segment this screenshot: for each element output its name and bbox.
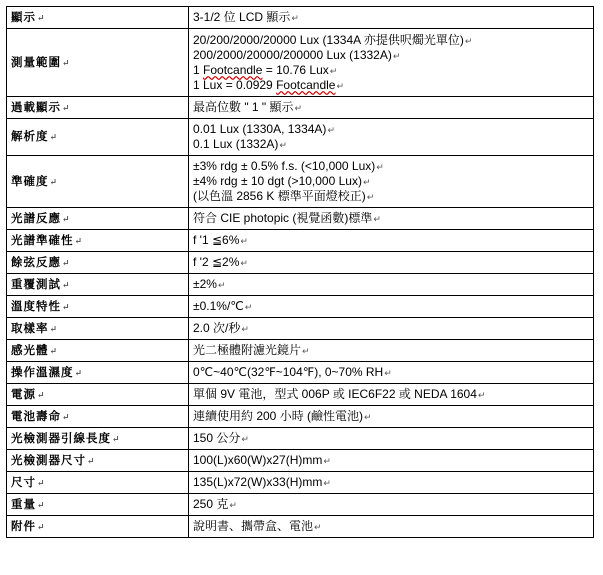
spec-row (7, 494, 594, 516)
spec-label-cell (7, 156, 189, 208)
spec-label-cell (7, 472, 189, 494)
spec-value-cell (189, 428, 594, 450)
spec-value-text: 0.1 Lux (1332A) (193, 137, 279, 151)
spec-value-line (193, 409, 589, 424)
spec-row (7, 230, 594, 252)
spec-row (7, 318, 594, 340)
paragraph-mark: ↵ (373, 214, 381, 224)
spec-label-cell (7, 362, 189, 384)
spec-label-cell (7, 97, 189, 119)
spec-value-line (193, 497, 589, 512)
spec-label: 解析度 (11, 129, 49, 143)
paragraph-mark: ↵ (49, 177, 59, 188)
spec-value-text: 100(L)x60(W)x27(H)mm (193, 453, 323, 467)
spec-value-line (193, 10, 589, 25)
spec-value-text: 2.0 次/秒 (193, 321, 241, 335)
spec-value-text: 符合 CIE photopic (視覺函數)標準 (193, 211, 373, 225)
paragraph-mark: ↵ (62, 58, 71, 69)
spec-label-cell (7, 318, 189, 340)
spec-row (7, 119, 594, 156)
spec-value-line (193, 122, 589, 137)
paragraph-mark: ↵ (376, 162, 384, 172)
spec-label: 取樣率 (11, 320, 49, 335)
spec-value-cell (189, 208, 594, 230)
paragraph-mark: ↵ (477, 390, 486, 400)
spec-value-cell (189, 494, 594, 516)
spec-value-cell (189, 296, 594, 318)
paragraph-mark: ↵ (49, 133, 59, 143)
spec-label-cell (7, 208, 189, 230)
spec-value-text: ±0.1%/℃ (193, 299, 244, 313)
spec-value-text: 連續使用約 200 小時 (鹼性電池) (193, 409, 364, 423)
spec-label-cell (7, 494, 189, 516)
paragraph-mark: ↵ (336, 80, 344, 91)
spec-value-text: 3-1/2 位 LCD 顯示 (193, 10, 291, 24)
spec-value-line (193, 33, 589, 48)
spec-label: 餘弦反應 (11, 254, 61, 269)
paragraph-mark: ↵ (49, 324, 59, 335)
paragraph-mark: ↵ (241, 324, 249, 334)
spec-value-cell (189, 450, 594, 472)
spec-value-text: ±4% rdg ± 10 dgt (>10,000 Lux) (193, 174, 362, 188)
spec-table (6, 6, 594, 538)
spec-value-text: 光二極體附濾光鏡片 (193, 343, 302, 357)
spec-value-text: 最高位數 " 1 " 顯示 (193, 100, 294, 114)
spec-value-text: 單個 9V 電池，型式 006P 或 IEC6F22 或 NEDA 1604 (193, 387, 477, 401)
spec-label: 過載顯示 (11, 99, 61, 114)
paragraph-mark: ↵ (240, 258, 248, 268)
spec-label-cell (7, 119, 189, 156)
spec-value-text: (以色溫 2856 K 標準平面燈校正) (193, 189, 366, 203)
spec-value-line (193, 321, 589, 336)
paragraph-mark: ↵ (464, 35, 473, 46)
spec-label: 重覆測試 (11, 276, 61, 291)
spec-value-cell (189, 274, 594, 296)
spec-label: 感光體 (11, 342, 49, 357)
paragraph-mark: ↵ (384, 368, 392, 378)
spec-value-cell (189, 7, 594, 29)
paragraph-mark: ↵ (329, 65, 338, 76)
spec-label: 顯示 (11, 9, 36, 24)
spec-row (7, 29, 594, 97)
paragraph-mark: ↵ (366, 192, 375, 202)
spec-row (7, 428, 594, 450)
spec-value-cell (189, 406, 594, 428)
spec-label: 電源 (11, 386, 36, 401)
spec-row (7, 274, 594, 296)
spec-label: 光檢測器尺寸 (11, 452, 86, 467)
paragraph-mark: ↵ (62, 302, 71, 313)
spec-value-cell (189, 340, 594, 362)
spec-value-text: 1 Lux = 0.0929 Footcandle (193, 77, 336, 92)
spec-row (7, 296, 594, 318)
paragraph-mark: ↵ (62, 103, 71, 114)
spec-row (7, 362, 594, 384)
spec-value-line (193, 453, 589, 468)
paragraph-mark: ↵ (392, 50, 401, 61)
paragraph-mark: ↵ (37, 522, 46, 533)
spec-label-cell (7, 340, 189, 362)
paragraph-mark: ↵ (62, 280, 71, 291)
spec-row (7, 340, 594, 362)
spec-value-line (193, 343, 589, 358)
paragraph-mark: ↵ (323, 478, 331, 488)
paragraph-mark: ↵ (294, 103, 303, 113)
spec-value-cell (189, 230, 594, 252)
spec-value-line (193, 137, 589, 152)
paragraph-mark: ↵ (37, 478, 46, 489)
spec-row (7, 7, 594, 29)
spec-label: 光檢測器引線長度 (11, 430, 111, 445)
paragraph-mark: ↵ (74, 368, 84, 379)
paragraph-mark: ↵ (62, 214, 71, 225)
spec-value-line (193, 431, 589, 446)
spec-value-text: f '2 ≦2% (193, 255, 240, 269)
spec-value-line (193, 365, 589, 380)
paragraph-mark: ↵ (291, 13, 299, 23)
spec-value-cell (189, 97, 594, 119)
spec-row (7, 516, 594, 538)
spec-label: 尺寸 (11, 474, 36, 489)
spec-row (7, 252, 594, 274)
spec-value-cell (189, 384, 594, 406)
spec-value-line (193, 100, 589, 115)
spec-row (7, 406, 594, 428)
spec-value-line (193, 63, 589, 78)
spec-value-text: 150 公分 (193, 431, 241, 445)
spec-value-line (193, 211, 589, 226)
paragraph-mark: ↵ (229, 500, 237, 510)
spec-value-cell (189, 516, 594, 538)
paragraph-mark: ↵ (217, 280, 226, 290)
paragraph-mark: ↵ (112, 434, 121, 445)
paragraph-mark: ↵ (37, 500, 46, 511)
spec-value-text: 20/200/2000/20000 Lux (1334A 亦提供呎燭光單位) (193, 32, 464, 47)
spec-value-text: 1 Footcandle = 10.76 Lux (193, 62, 329, 77)
spec-label: 電池壽命 (11, 408, 61, 423)
spec-label: 附件 (11, 518, 36, 533)
paragraph-mark: ↵ (37, 390, 46, 401)
spec-label-cell (7, 29, 189, 97)
spec-value-text: 0℃~40℃(32℉~104℉), 0~70% RH (193, 365, 384, 379)
spec-value-line (193, 299, 589, 314)
spec-label-cell (7, 450, 189, 472)
spec-value-cell (189, 156, 594, 208)
paragraph-mark: ↵ (314, 522, 322, 532)
spec-value-text: ±2% (193, 277, 217, 291)
spec-row (7, 472, 594, 494)
paragraph-mark: ↵ (362, 177, 371, 187)
paragraph-mark: ↵ (62, 258, 71, 269)
spec-row (7, 156, 594, 208)
spec-label: 操作溫濕度 (11, 364, 74, 379)
paragraph-mark: ↵ (241, 434, 249, 444)
paragraph-mark: ↵ (327, 125, 335, 135)
spec-label-cell (7, 406, 189, 428)
spec-value-cell (189, 472, 594, 494)
spec-value-line (193, 174, 589, 189)
spec-value-cell (189, 29, 594, 97)
spec-value-cell (189, 362, 594, 384)
paragraph-mark: ↵ (279, 140, 287, 150)
spec-value-line (193, 475, 589, 490)
spec-value-line (193, 78, 589, 93)
spec-value-text: ±3% rdg ± 0.5% f.s. (<10,000 Lux) (193, 159, 376, 173)
spec-value-cell (189, 318, 594, 340)
spec-value-line (193, 233, 589, 248)
spec-row (7, 208, 594, 230)
paragraph-mark: ↵ (244, 302, 253, 312)
spec-label-cell (7, 384, 189, 406)
spec-label-cell (7, 296, 189, 318)
paragraph-mark: ↵ (302, 346, 310, 356)
spec-value-line (193, 48, 589, 63)
spec-label: 測量範圍 (11, 54, 61, 69)
paragraph-mark: ↵ (74, 236, 84, 247)
spec-label: 準確度 (11, 173, 49, 188)
paragraph-mark: ↵ (37, 13, 46, 24)
spec-row (7, 384, 594, 406)
spec-value-line (193, 255, 589, 270)
paragraph-mark: ↵ (62, 412, 71, 423)
spec-label: 光譜準確性 (11, 232, 74, 247)
spec-row (7, 97, 594, 119)
spec-label-cell (7, 428, 189, 450)
spec-label-cell (7, 230, 189, 252)
paragraph-mark: ↵ (364, 412, 372, 422)
spec-value-cell (189, 252, 594, 274)
spec-row (7, 450, 594, 472)
spec-value-text: f '1 ≦6% (193, 233, 240, 247)
spec-label: 光譜反應 (11, 210, 61, 225)
spec-label-cell (7, 252, 189, 274)
spec-table-body (7, 7, 594, 538)
spec-value-text: 135(L)x72(W)x33(H)mm (193, 475, 323, 489)
spec-value-line (193, 277, 589, 292)
spec-label: 重量 (11, 496, 36, 511)
spec-value-text: 說明書、攜帶盒、電池 (193, 519, 314, 533)
paragraph-mark: ↵ (240, 236, 248, 246)
spec-label-cell (7, 274, 189, 296)
spec-label: 溫度特性 (11, 298, 61, 313)
paragraph-mark: ↵ (87, 456, 96, 467)
spec-label-cell (7, 7, 189, 29)
spec-value-line (193, 189, 589, 204)
spec-value-line (193, 387, 589, 402)
spec-value-cell (189, 119, 594, 156)
spec-value-line (193, 159, 589, 174)
spec-value-text: 250 克 (193, 497, 229, 511)
spec-value-text: 200/2000/20000/200000 Lux (1332A) (193, 47, 392, 62)
paragraph-mark: ↵ (49, 346, 59, 357)
spec-label-cell (7, 516, 189, 538)
spec-value-text: 0.01 Lux (1330A, 1334A) (193, 122, 327, 136)
paragraph-mark: ↵ (323, 456, 331, 466)
spec-value-line (193, 519, 589, 534)
